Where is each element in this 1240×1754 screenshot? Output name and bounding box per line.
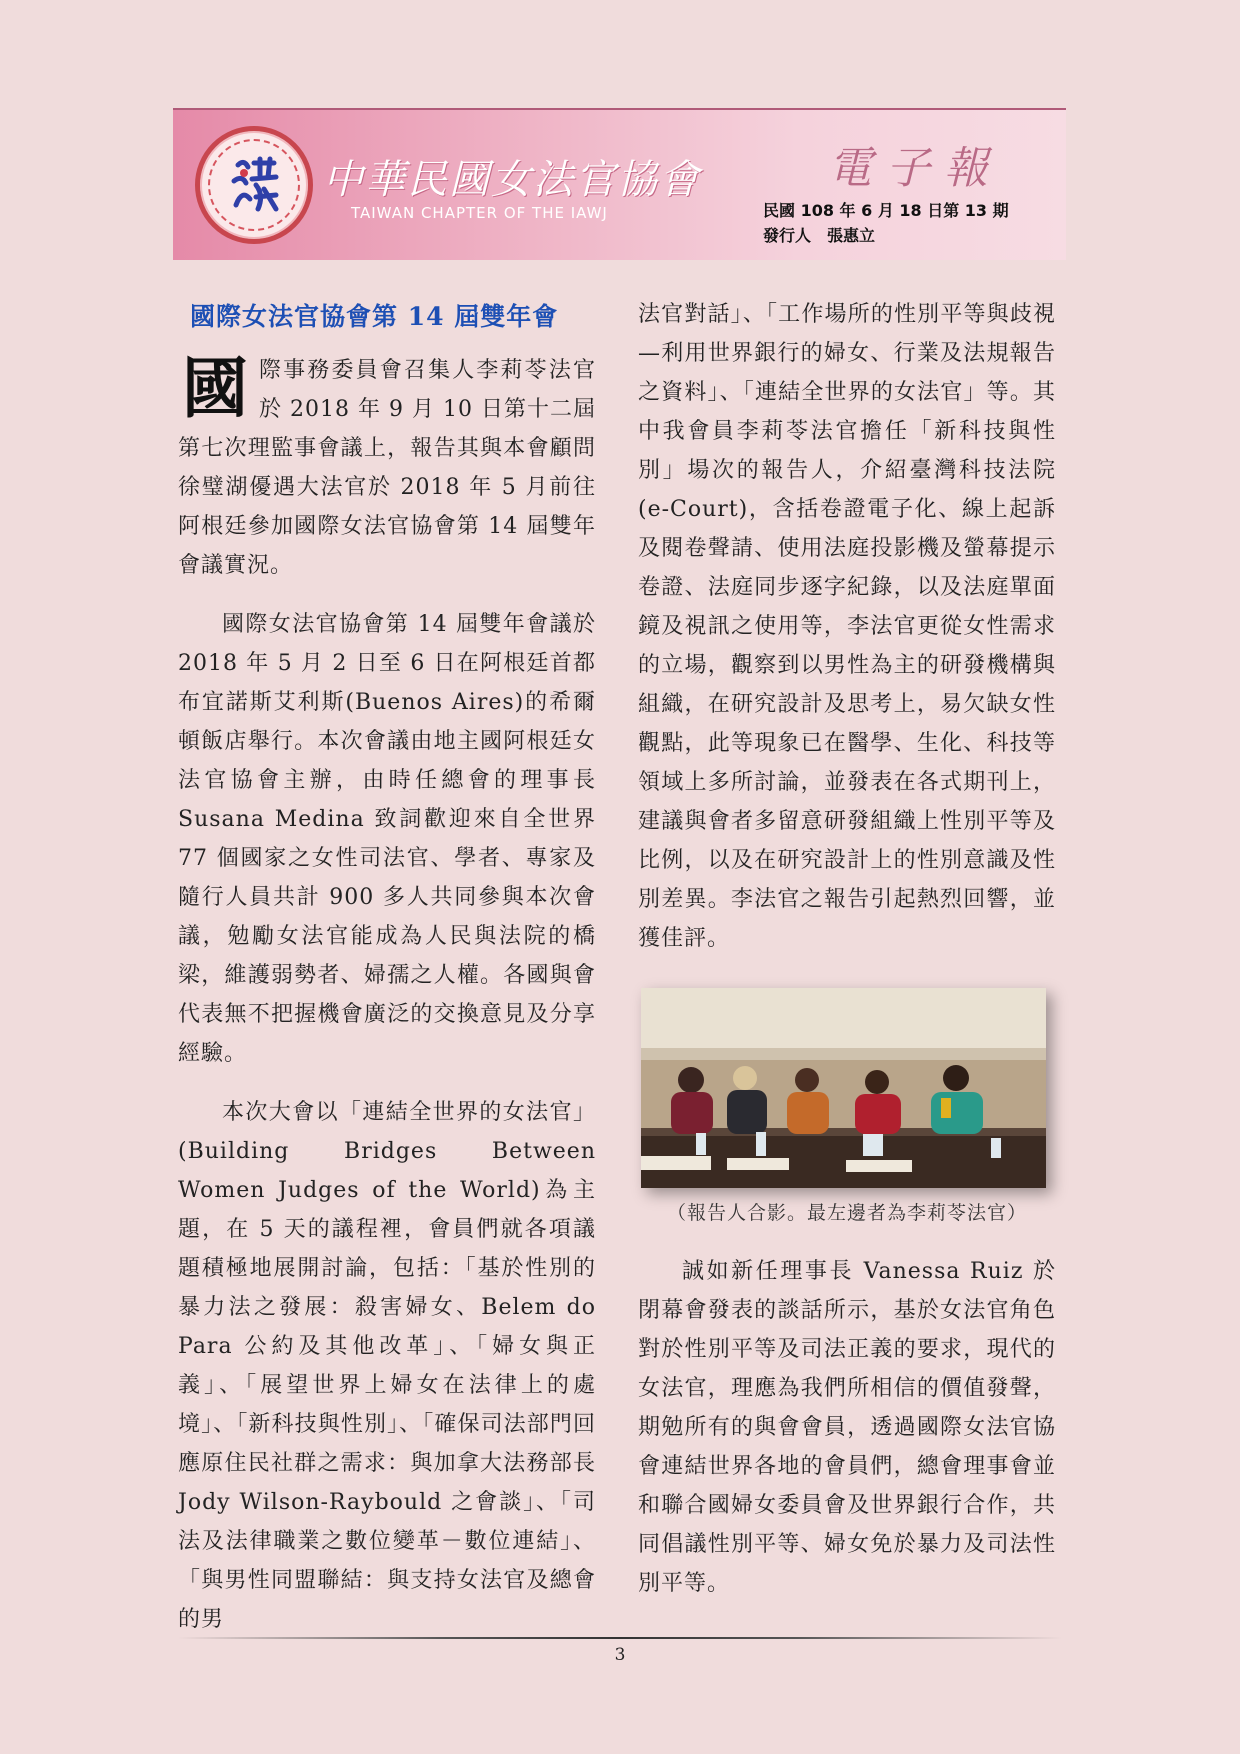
paragraph-1	[178, 351, 596, 585]
paragraph-3-continued: 法官對話」、「工作場所的性別平等與歧視—利用世界銀行的婦女、行業及法規報告之資料」、「連結全世界的女法官」等。其中我會員李莉苓法官擔任「新科技與性別」場次的報告人，介紹臺灣科技法院(e-Court)，含括卷證電子化、線上起訴及閱卷聲請、使用法庭投影機及螢幕提示卷證、法庭同步逐字紀錄，以及法庭單面鏡及視訊之使用等，李法官更從女性需求的立場，觀察到以男性為主的研發機構與組織，在研究設計及思考上，易欠缺女性觀點，此等現象已在醫學、生化、科技等領域上多所討論，並發表在各式期刊上，建議與會者多留意研發組織上性別平等及比例，以及在研究設計上的性別意識及性別差異。李法官之報告引起熱烈回響，並獲佳評。	[638, 302, 1056, 951]
paragraph-2: 國際女法官協會第 14 屆雙年會議於 2018 年 5 月 2 日至 6 日在阿根廷首都布宜諾斯艾利斯(Buenos Aires)的希爾頓飯店舉行。本次會議由地主國阿根廷女法官協會主辦，由時任總會的理事長 Susana Medina 致詞歡迎來自全世界 77 個國家之女性司法官、學者、專家及隨行人員共計 900 多人共同參與本次會議，勉勵女法官能成為人民與法院的橋梁，維護弱勢者、婦孺之人權。各國與會代表無不把握機會廣泛的交換意見及分享經驗。	[178, 612, 596, 1066]
org-name-en: TAIWAN CHAPTER OF THE IAWJ	[351, 204, 608, 222]
seal-calligraphy-icon	[230, 155, 280, 215]
speakers-photo-image	[641, 988, 1046, 1188]
drop-cap: 國	[182, 349, 249, 427]
speakers-photo	[641, 988, 1046, 1188]
paragraph-1-text: 際事務委員會召集人李莉苓法官於 2018 年 9 月 10 日第十二屆第七次理監事會議上，報告其與本會顧問徐璧湖優遇大法官於 2018 年 5 月前往阿根廷參加國際女法官協會第 14 屆雙年會議實況。	[178, 358, 596, 578]
association-seal-logo	[195, 126, 313, 244]
issue-info	[763, 198, 1009, 248]
issue-date-line: 民國 108 年 6 月 18 日第 13 期	[763, 201, 1009, 220]
page-number: 3	[614, 1645, 626, 1665]
enews-title: 電子報	[828, 143, 1002, 194]
org-name-cn: 中華民國女法官協會	[323, 157, 701, 203]
newsletter-banner	[173, 108, 1066, 260]
left-column	[178, 295, 596, 1639]
article-title: 國際女法官協會第 14 屆雙年會	[190, 302, 559, 331]
right-column	[638, 295, 1056, 1603]
publisher-line: 發行人 張惠立	[763, 226, 876, 245]
paragraph-4: 誠如新任理事長 Vanessa Ruiz 於閉幕會發表的談話所示，基於女法官角色對於性別平等及司法正義的要求，現代的女法官，理應為我們所相信的價值發聲，期勉所有的與會會員，透過國際女法官協會連結世界各地的會員們，總會理事會並和聯合國婦女委員會及世界銀行合作，共同倡議性別平等、婦女免於暴力及司法性別平等。	[638, 1259, 1056, 1596]
paragraph-3: 本次大會以「連結全世界的女法官」(Building Bridges Between Women Judges of the World)為主題，在 5 天的議程裡，會員們就各項議題積極地展開討論，包括：「基於性別的暴力法之發展：殺害婦女、Belem do Para 公約及其他改革」、「婦女與正義」、「展望世界上婦女在法律上的處境」、「新科技與性別」、「確保司法部門回應原住民社群之需求：與加拿大法務部長 Jody Wilson-Raybould 之會談」、「司法及法律職業之數位變革－數位連結」、「與男性同盟聯結：與支持女法官及總會的男	[178, 1100, 596, 1632]
photo-caption: （報告人合影。最左邊者為李莉苓法官）	[666, 1202, 1027, 1224]
footer-divider	[178, 1637, 1062, 1639]
